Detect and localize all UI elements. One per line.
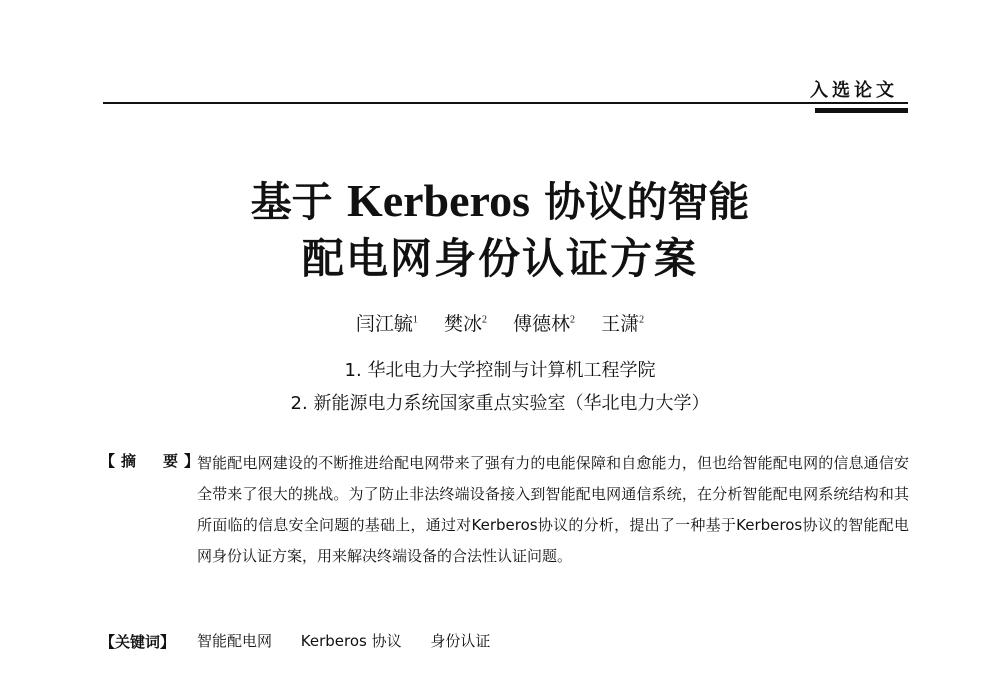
affiliation-2: 2. 新能源电力系统国家重点实验室（华北电力大学） bbox=[290, 393, 710, 414]
keyword: 身份认证 bbox=[430, 632, 491, 650]
affiliation-mark: 2 bbox=[570, 314, 576, 326]
author-list bbox=[0, 309, 1000, 336]
author-name: 傅德林 bbox=[513, 313, 571, 335]
title-latin: Kerberos bbox=[346, 175, 531, 226]
title-suffix: 协议的智能 bbox=[544, 178, 750, 226]
abstract-text: 智能配电网建设的不断推进给配电网带来了强有力的电能保障和自愈能力，但也给智能配电网的信息通信安全带来了很大的挑战。为了防止非法终端设备接入到智能配电网通信系统，在分析智能配电网系统结构和其所面临的信息安全问题的基础上，通过对Kerberos协议的分析，提出了一种基于Kerberos协议的智能配电网身份认证方案，用来解决终端设备的合法性认证问题。 bbox=[197, 454, 909, 565]
author-name: 樊冰 bbox=[443, 313, 482, 335]
author-name: 闫江毓 bbox=[355, 313, 413, 335]
header-rule-accent bbox=[815, 108, 908, 113]
abstract-label: 【摘 要】 bbox=[100, 452, 206, 470]
author bbox=[356, 313, 418, 335]
affiliation-mark: 2 bbox=[481, 314, 487, 326]
keyword: 智能配电网 bbox=[197, 632, 273, 650]
affiliation-1: 1. 华北电力大学控制与计算机工程学院 bbox=[344, 360, 656, 381]
author bbox=[601, 313, 644, 335]
affiliation-mark: 2 bbox=[639, 314, 645, 326]
header-rule bbox=[103, 102, 908, 104]
title-prefix: 基于 bbox=[250, 178, 333, 226]
author-name: 王潇 bbox=[601, 313, 640, 335]
author bbox=[513, 313, 575, 335]
author bbox=[444, 313, 487, 335]
affiliation-mark: 1 bbox=[412, 314, 418, 326]
section-label: 入选论文 bbox=[810, 80, 898, 101]
keyword: Kerberos 协议 bbox=[300, 632, 402, 650]
paper-title-line-1 bbox=[0, 175, 1000, 226]
keywords-label: 【关键词】 bbox=[100, 633, 176, 651]
keyword-list bbox=[197, 630, 514, 651]
paper-title-line-2: 配电网身份认证方案 bbox=[301, 234, 698, 283]
